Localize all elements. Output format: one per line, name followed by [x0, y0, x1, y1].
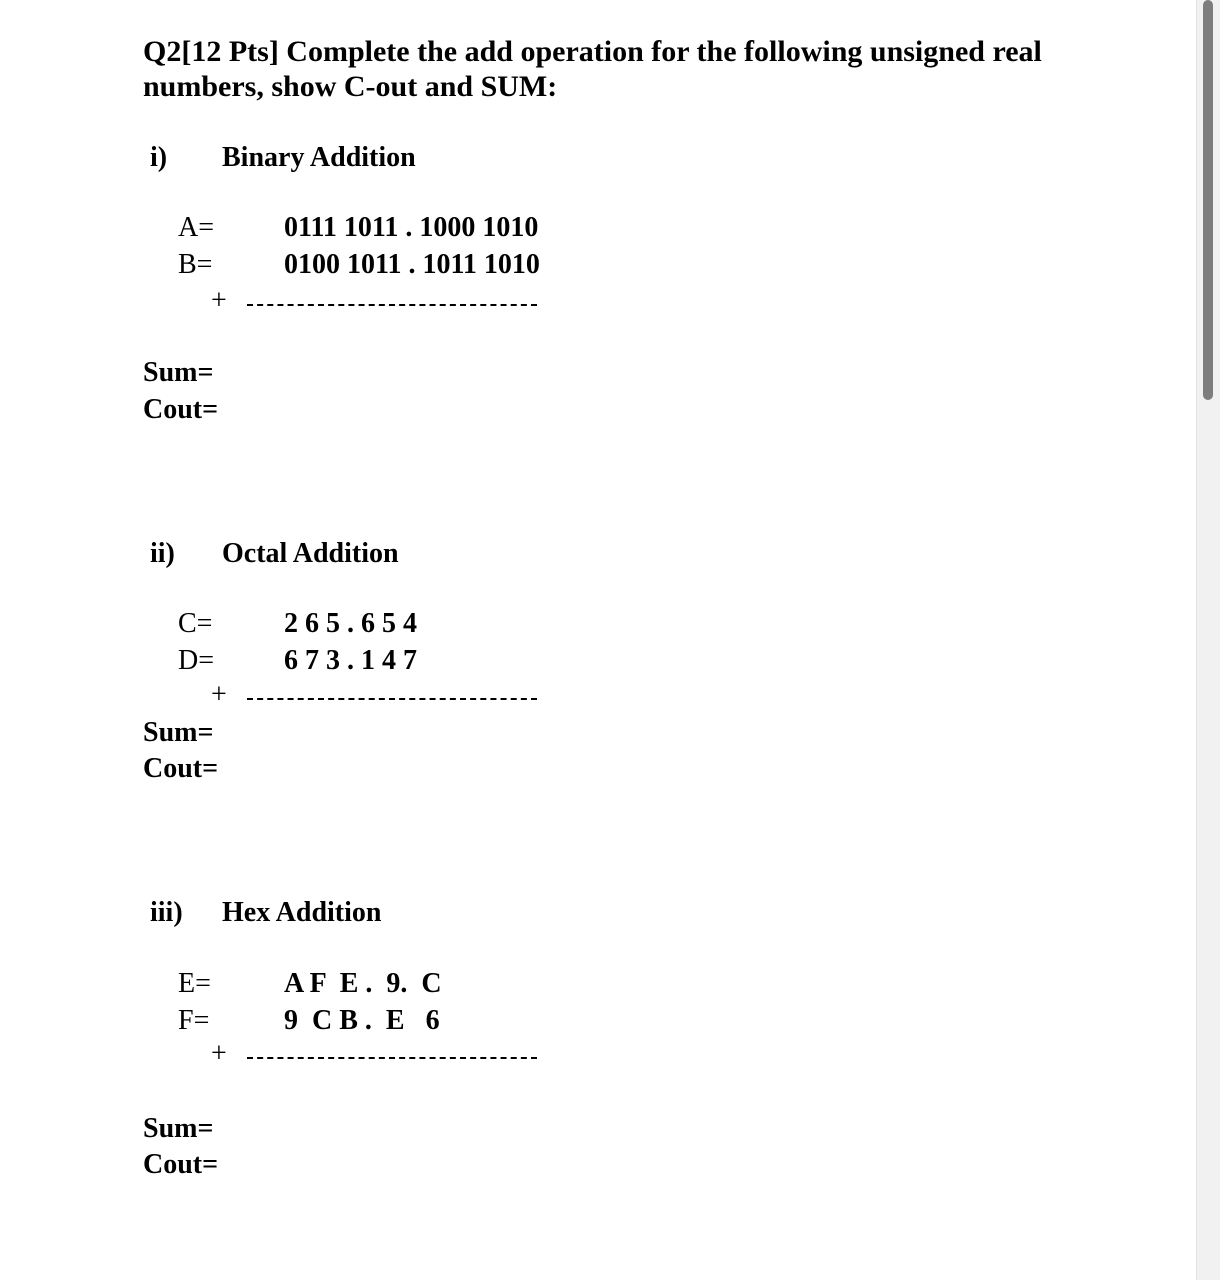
section-number: iii) — [150, 897, 183, 928]
section-number: i) — [150, 142, 168, 173]
sum-label: Sum= — [143, 1113, 214, 1144]
operand-value: 0100 1011 . 1011 1010 — [284, 249, 540, 280]
section-title: Hex Addition — [222, 897, 382, 928]
operand-label: C= — [178, 608, 213, 639]
operand-value: A F E . 9. C — [284, 968, 442, 999]
operand-value: 9 C B . E 6 — [284, 1005, 440, 1036]
cout-label: Cout= — [143, 753, 219, 784]
question-title: Q2[12 Pts] Complete the add operation for the following unsigned real numbers, show C-out and SUM: — [143, 35, 1042, 103]
sum-label: Sum= — [143, 717, 214, 748]
section-number: ii) — [150, 538, 175, 569]
plus-sign: + — [211, 285, 227, 316]
operand-label: B= — [178, 249, 213, 280]
dashed-rule — [247, 698, 537, 700]
operand-value: 0111 1011 . 1000 1010 — [284, 212, 539, 243]
operand-value: 6 7 3 . 1 4 7 — [284, 645, 417, 676]
plus-sign: + — [211, 1038, 227, 1069]
section-title: Octal Addition — [222, 538, 399, 569]
operand-label: D= — [178, 645, 215, 676]
operand-value: 2 6 5 . 6 5 4 — [284, 608, 417, 639]
operand-label: E= — [178, 968, 211, 999]
plus-sign: + — [211, 679, 227, 710]
operand-label: A= — [178, 212, 215, 243]
vertical-scrollbar[interactable] — [1196, 0, 1220, 1280]
sum-label: Sum= — [143, 357, 214, 388]
section-title: Binary Addition — [222, 142, 416, 173]
dashed-rule — [247, 304, 537, 306]
cout-label: Cout= — [143, 1149, 219, 1180]
dashed-rule — [247, 1057, 537, 1059]
cout-label: Cout= — [143, 394, 219, 425]
scrollbar-thumb[interactable] — [1203, 0, 1213, 400]
operand-label: F= — [178, 1005, 210, 1036]
